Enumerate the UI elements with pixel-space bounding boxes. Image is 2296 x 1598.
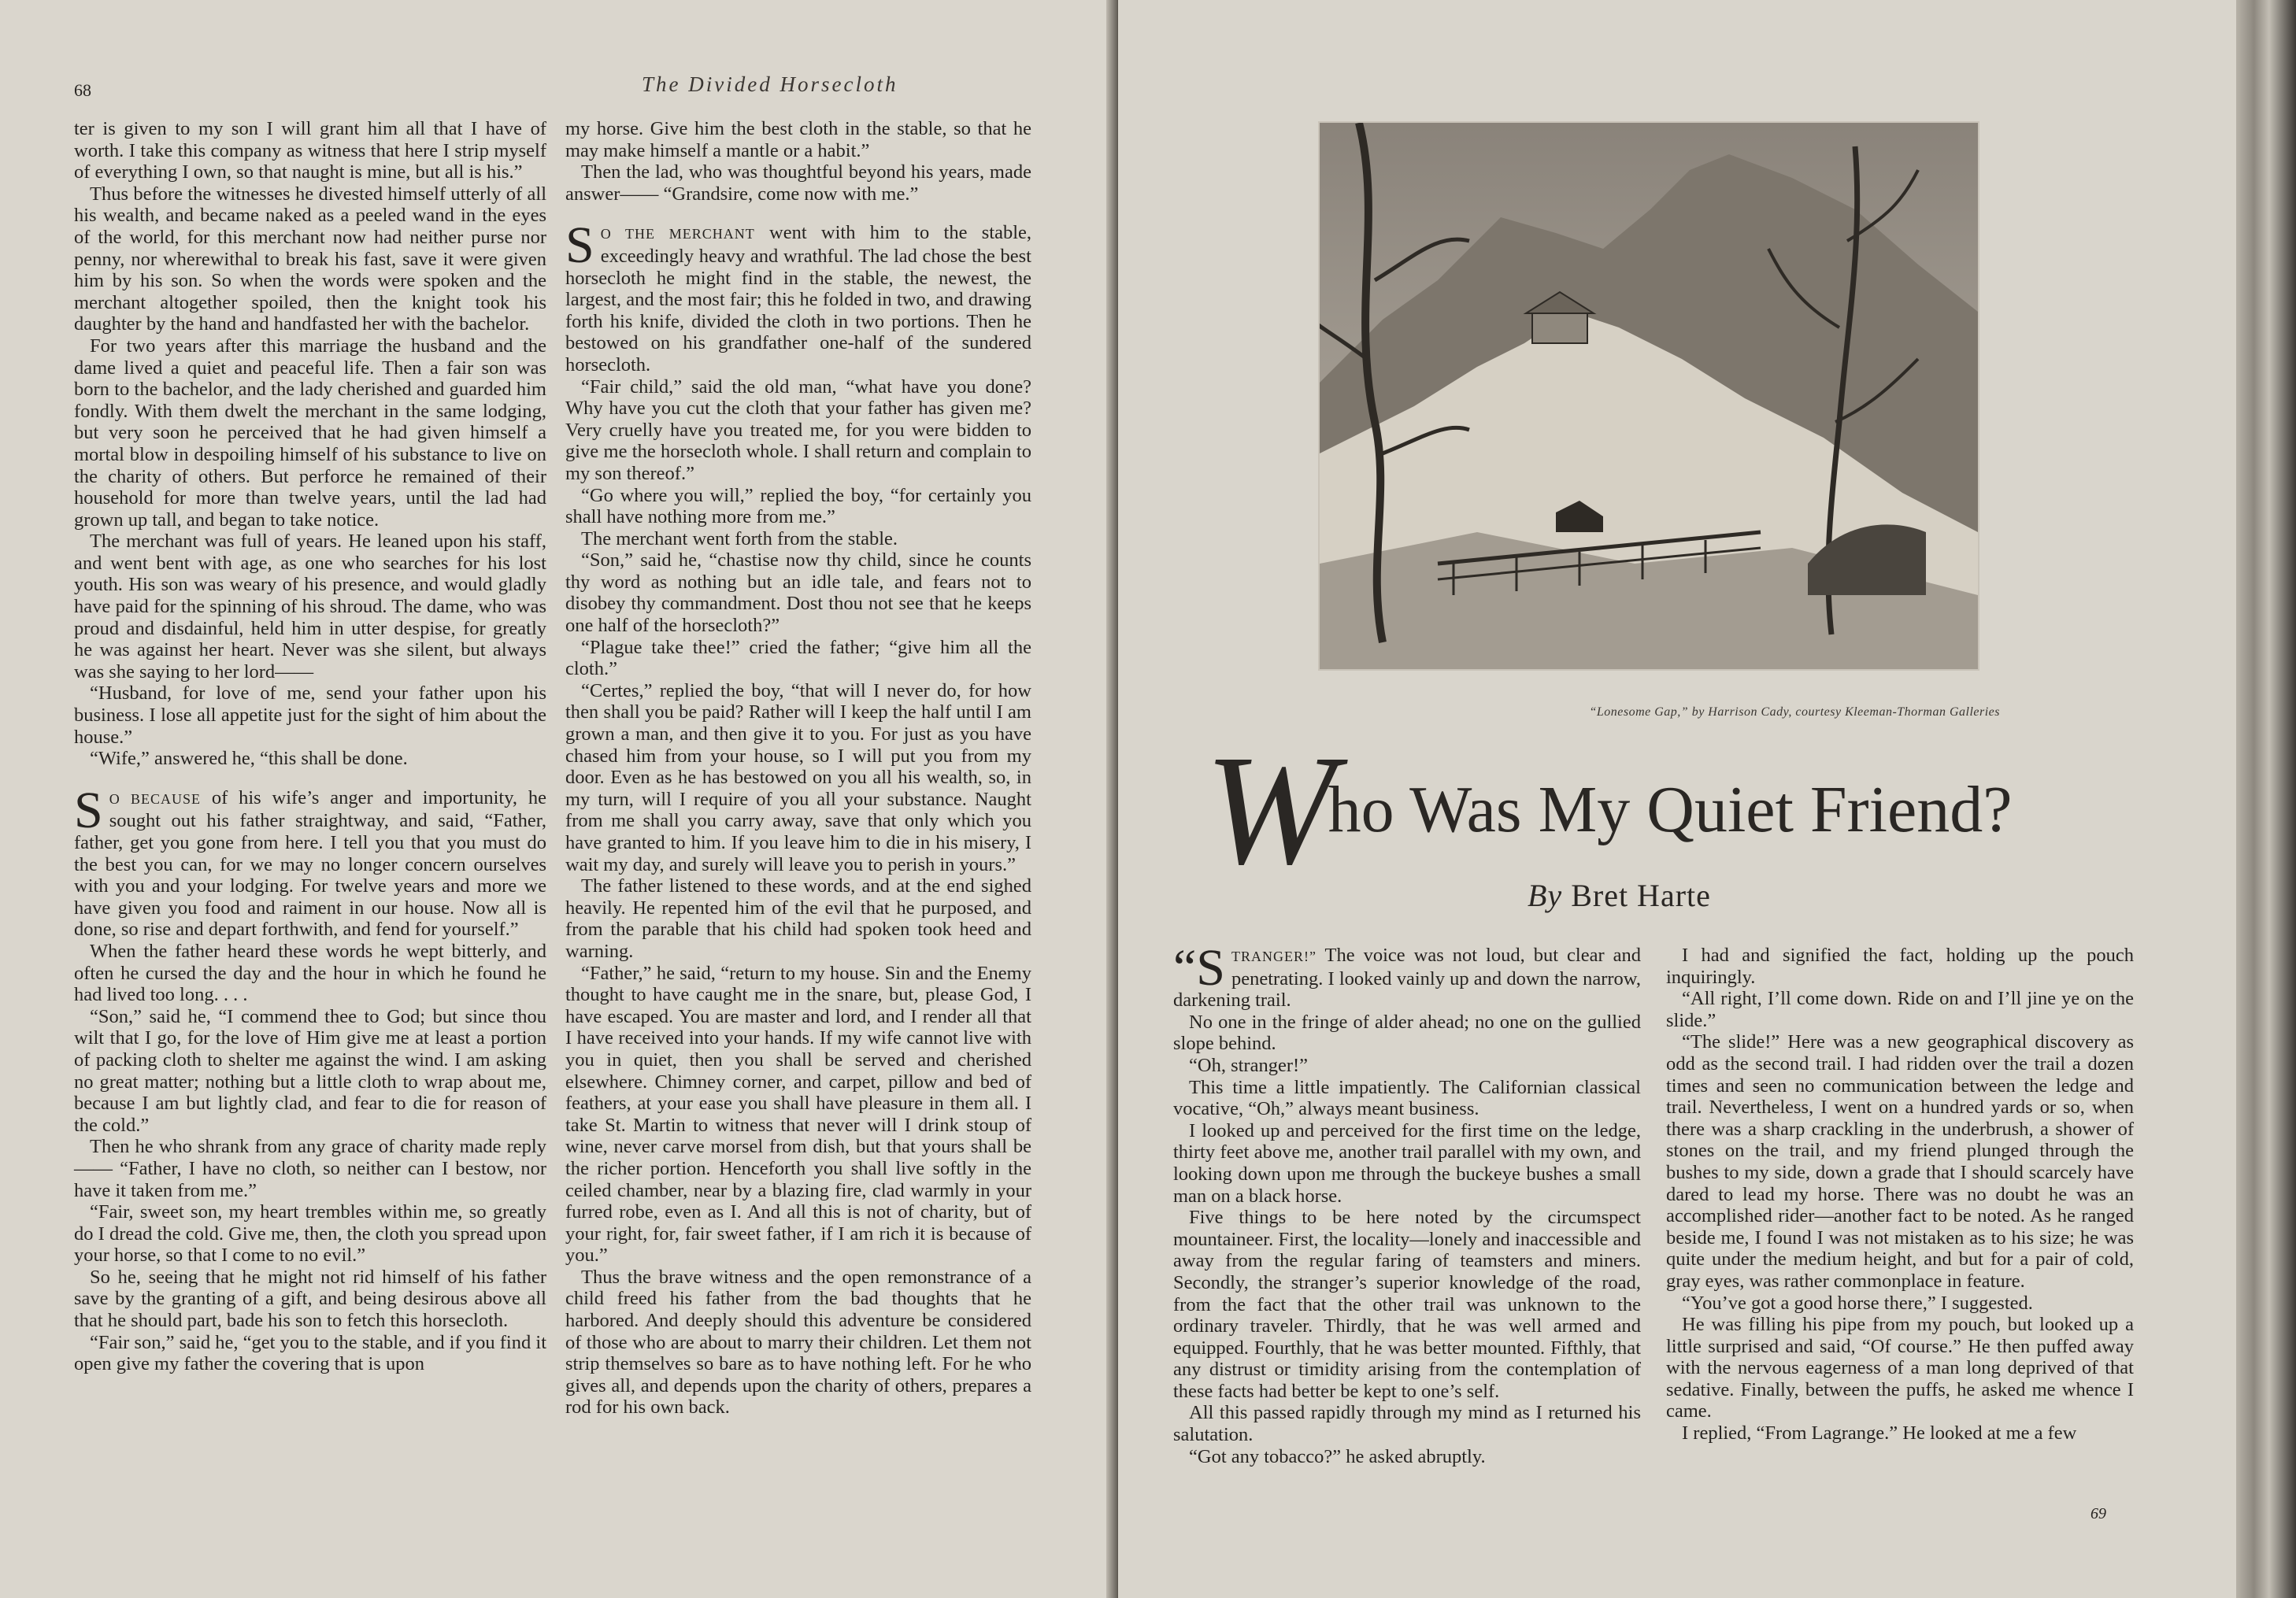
small-caps-lead: O BECAUSE (109, 790, 201, 807)
paragraph: “Fair son,” said he, “get you to the stable, and if you find it open give my father the covering that is upon (74, 1331, 546, 1375)
illustration-caption: “Lonesome Gap,” by Harrison Cady, courtesy Kleeman-Thorman Galleries (1589, 705, 2000, 719)
paragraph: “Go where you will,” replied the boy, “for certainly you shall have nothing more from me.” (565, 484, 1031, 528)
mountain-landscape-illustration (1320, 123, 1978, 669)
paragraph: He was filling his pipe from my pouch, but looked up a little surprised and said, “Of course.” He then puffed away with the nervous eagerness of a man long deprived of that sedative. Finally, between the puffs, he asked me whence I came. (1666, 1314, 2134, 1422)
left-col1-paragraphs (74, 118, 546, 770)
etching-illustration (1320, 123, 1978, 669)
paragraph: “Got any tobacco?” he asked abruptly. (1189, 1445, 1486, 1467)
paragraph: Five things to be here noted by the circumspect mountaineer. First, the locality—lonely and inaccessible and away from the regular faring of teamsters and miners. Secondly, the stranger’s superior knowledge of the road, from the fact that the other trail was unknown to the ordinary traveler. Thirdly, that he was well armed and equipped. Fourthly, that he was better mounted. Fifthly, that any distrust or timidity arising from the contemplation of these facts had better be kept to one’s self. (1173, 1207, 1641, 1402)
paragraph: “Fair, sweet son, my heart trembles within me, so greatly do I dread the cold. Give me, then, the cloth you spread upon your horse, so that I come to no evil.” (74, 1201, 546, 1267)
paragraph: All this passed rapidly through my mind as I returned his salutation. (1173, 1402, 1641, 1446)
byline (1528, 877, 1711, 914)
paragraph: “Certes,” replied the boy, “that will I never do, for how then shall you be paid? Rather will I keep the half until I am grown a man, and then give it to you. For just as you have chased him from your house, so I will put you from my door. Even as he has bestowed on you all his wealth, so, in my turn, will I require of you all your substance. Naught from me shall you carry away, save that only which you have granted to him. If you leave him to die in his misery, I wait my day, and surely will leave you to perish in yours.” (565, 679, 1031, 875)
paragraph: “Wife,” answered he, “this shall be done. (90, 748, 408, 770)
paragraph: When the father heard these words he wept bitterly, and often he cursed the day and the hour in which he found he had lived too long. . . . (74, 940, 546, 1006)
right-col2-paragraphs (1666, 945, 2134, 1444)
title-text: ho Was My Quiet Friend? (1328, 773, 2013, 846)
small-caps-lead: O THE MERCHANT (600, 226, 755, 242)
paragraph: Then the lad, who was thoughtful beyond his years, made answer—— “Grandsire, come now with me.” (565, 161, 1031, 205)
paragraph: “Father,” he said, “return to my house. Sin and the Enemy thought to have caught me in the snare, but, please God, I have escaped. You are master and lord, and I render all that I have received into your hands. If my wife cannot live with you in quiet, then you shall be served and cherished elsewhere. Chimney corner, and carpet, pillow and bed of feathers, at your ease you shall have pleasure in them all. I take St. Martin to witness that never will I drink stoup of wine, never carve morsel from dish, but that yours shall be the richer portion. Henceforth you shall live softly in the ceiled chamber, near by a blazing fire, clad warmly in your furred robe, even as I. And all this is not of charity, but of your right, for, fair sweet father, if I am rich it is because of you.” (565, 962, 1031, 1267)
page-number-left: 68 (74, 80, 91, 100)
paragraph: “Oh, stranger!” (1189, 1054, 1309, 1076)
left-column-1 (74, 118, 546, 1375)
paragraph: “The slide!” Here was a new geographical discovery as odd as the second trail. I had ridden over the trail a dozen times and seen no communication between the ledge and trail. Nevertheless, I went on a hundred yards or so, when there was a sharp crackling in the underbrush, a shower of stones on the trail, and my friend plunged through the bushes to my side, down a grade that I should scarcely have dared to lead my horse. There was no doubt he was an accomplished rider—another fact to be noted. As he ranged beside me, I found I was not mistaken as to his size; he was quite under the medium height, and but for a pair of cold, gray eyes, was rather commonplace in feature. (1666, 1031, 2134, 1292)
right-column-1 (1173, 939, 1641, 1467)
drop-cap-paragraph (74, 781, 546, 941)
drop-cap: “S (1173, 939, 1225, 997)
paragraph: I had and signified the fact, holding up the pouch inquiringly. (1666, 945, 2134, 988)
left-column-2 (565, 118, 1031, 1419)
paragraph-text: went with him to the stable, exceedingly heavy and wrathful. The lad chose the best horsecloth he might find in the stable, the newest, the largest, and the most fair; this he folded in two, and drawing forth his knife, divided the cloth in two portions. Then he bestowed on his grandfather one-half of the sundered horsecloth. (565, 222, 1031, 375)
paragraph: I looked up and perceived for the first time on the ledge, thirty feet above me, another trail parallel with my own, and looking down upon me through the buckeye bushes a small man on a black horse. (1173, 1119, 1641, 1207)
paragraph-text: The voice was not loud, but clear and penetrating. I looked vainly up and down the narrow, darkening trail. (1173, 945, 1641, 1012)
byline-by: By (1528, 878, 1563, 913)
drop-cap-paragraph (565, 216, 1031, 375)
paragraph: “You’ve got a good horse there,” I suggested. (1682, 1292, 2033, 1314)
paragraph: my horse. Give him the best cloth in the stable, so that he may make himself a mantle or a habit.” (565, 118, 1031, 161)
left-col1-paragraphs-2 (74, 941, 546, 1375)
page-edges (2236, 0, 2296, 1598)
drop-cap-paragraph (1173, 939, 1641, 1012)
paragraph: This time a little impatiently. The Californian classical vocative, “Oh,” always meant business. (1173, 1076, 1641, 1120)
drop-cap: S (74, 781, 103, 839)
paragraph: Thus the brave witness and the open remonstrance of a child freed his father from the bad thoughts that he harbored. And deeply should this adventure be considered of those who are about to marry their children. Let them not strip themselves so bare as to have nothing left. For he who gives all, and depends upon the charity of others, prepares a rod for his own back. (565, 1266, 1031, 1419)
paragraph: Thus before the witnesses he divested himself utterly of all his wealth, and became naked as a peeled wand in the eyes of the world, for this merchant now had neither purse nor penny, nor wherewithal to break his fast, save it were given him by his son. So when the words were spoken and the merchant altogether spoiled, then the knight took his daughter by the hand and handfasted her with the bachelor. (74, 183, 546, 335)
paragraph: Then he who shrank from any grace of charity made reply—— “Father, I have no cloth, so neither can I bestow, nor have it taken from me.” (74, 1136, 546, 1201)
paragraph: For two years after this marriage the husband and the dame lived a quiet and peaceful life. Then a fair son was born to the bachelor, and the lady cherished and guarded him fondly. With them dwelt the merchant in the same lodging, but very soon he perceived that he had given himself a mortal blow in despoiling himself of his substance to live on the charity of others. But perforce he remained of their household for more than twelve years, until the lad had grown up tall, and began to take notice. (74, 335, 546, 531)
paragraph: “Plague take thee!” cried the father; “give him all the cloth.” (565, 636, 1031, 680)
paragraph: “Fair child,” said the old man, “what have you done? Why have you cut the cloth that your father has given me? Very cruelly have you treated me, for you were bidden to give me the horsecloth whole. I shall return and complain to my son thereof.” (565, 375, 1031, 484)
paragraph: The father listened to these words, and at the end sighed heavily. He repented him of the evil that he purposed, and from the parable that his child had spoken took heed and warning. (565, 875, 1031, 962)
paragraph: “All right, I’ll come down. Ride on and I’ll jine ye on the slide.” (1666, 988, 2134, 1031)
paragraph: “Son,” said he, “I commend thee to God; but since thou wilt that I go, for the love of Him give me at least a portion of packing cloth to shelter me against the wind. I am asking no great matter; nothing but a little cloth to wrap about me, because I am but lightly clad, and fear to die for reason of the cold.” (74, 1005, 546, 1136)
paragraph: ter is given to my son I will grant him all that I have of worth. I take this company as witness that here I strip myself of everything I own, so that naught is mine, but all is his.” (74, 118, 546, 183)
paragraph: “Husband, for love of me, send your father upon his business. I lose all appetite just for the sight of him about the house.” (74, 682, 546, 748)
left-col2-paragraphs-2 (565, 376, 1031, 1419)
paragraph: “Son,” said he, “chastise now thy child, since he counts thy word as nothing but an idle tale, and fears not to disobey thy commandment. Dost thou not see that he keeps one half of the horsecloth?” (565, 549, 1031, 637)
left-page (0, 0, 1117, 1598)
right-column-2 (1666, 945, 2134, 1444)
page-number-right: 69 (2090, 1505, 2106, 1522)
byline-author: Bret Harte (1571, 878, 1711, 913)
paragraph: The merchant was full of years. He leaned upon his staff, and went bent with age, as one who searches for his lost youth. His son was weary of his presence, and would gladly have paid for the spinning of his shroud. The dame, who was proud and disdainful, held him in utter despise, for greatly he was against her heart. Never was she silent, but always was she saying to her lord—— (74, 531, 546, 682)
paragraph-text: of his wife’s anger and importunity, he sought out his father straightway, and said, “Father, father, get you gone from here. I tell you that you must do the best you can, for we may no longer concern ourselves with you and your lodging. For twelve years and more we have given you food and raiment in our house. Now all is done, so rise and depart forthwith, and fend for yourself.” (74, 786, 546, 941)
running-head: The Divided Horsecloth (642, 72, 898, 96)
left-col2-paragraphs (565, 118, 1031, 205)
title-initial: W (1205, 723, 1336, 897)
small-caps-lead: TRANGER!” (1231, 949, 1316, 964)
paragraph: I replied, “From Lagrange.” He looked at me a few (1682, 1422, 2077, 1444)
paragraph: No one in the fringe of alder ahead; no one on the gullied slope behind. (1173, 1011, 1641, 1055)
paragraph: The merchant went forth from the stable. (581, 527, 898, 549)
drop-cap: S (565, 216, 594, 275)
right-col1-paragraphs (1173, 1012, 1641, 1467)
paragraph: So he, seeing that he might not rid himself of his father save by the granting of a gift, and being desirous above all that he should part, bade his son to fetch this horsecloth. (74, 1266, 546, 1332)
